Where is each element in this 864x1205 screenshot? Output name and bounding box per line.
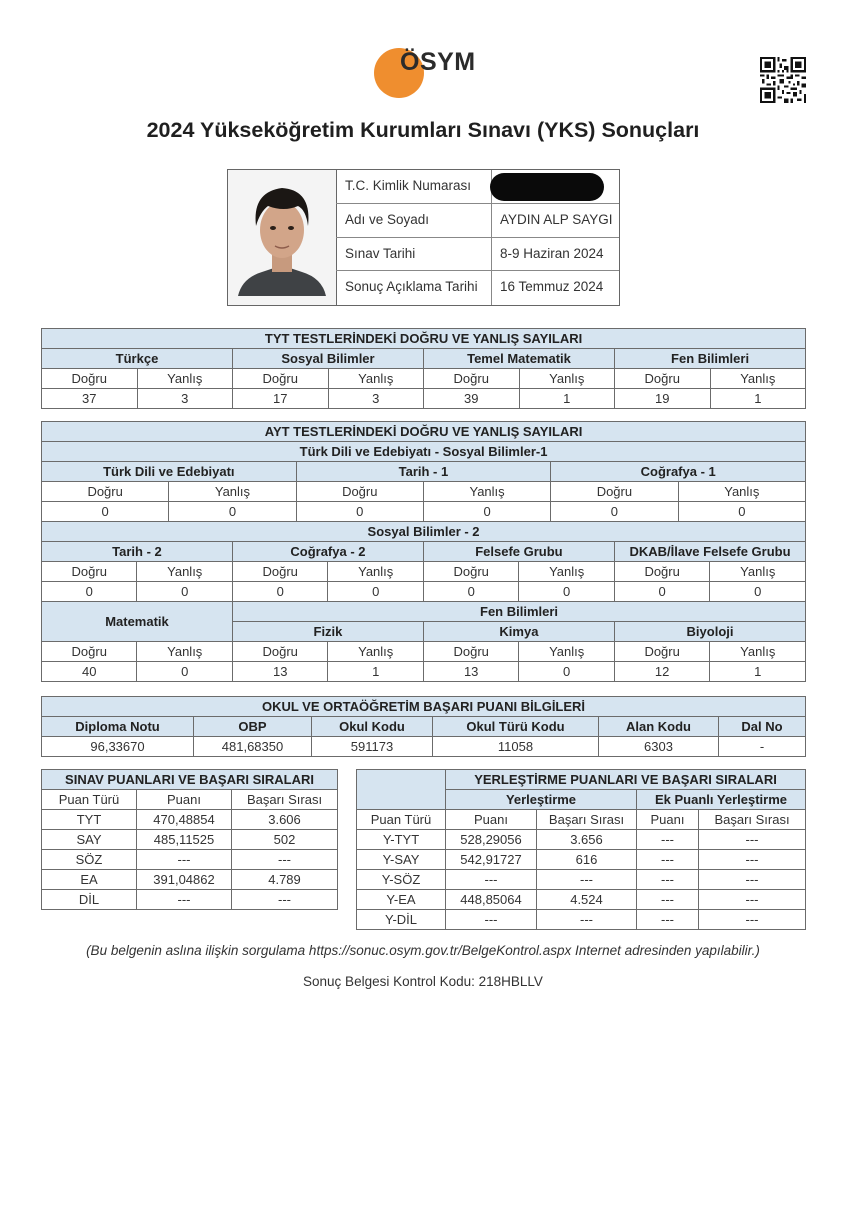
sinav-title: SINAV PUANLARI VE BAŞARI SIRALARI (42, 770, 338, 790)
ek-puan: --- (637, 830, 699, 850)
tyt-subject: Türkçe (42, 349, 233, 369)
ayt-matematik-header: Matematik (42, 602, 233, 642)
dogru-label: Doğru (424, 369, 520, 389)
ayt-value: 0 (232, 582, 327, 602)
yerlestirme-title: YERLEŞTİRME PUANLARI VE BAŞARI SIRALARI (446, 770, 806, 790)
table-row (357, 850, 806, 870)
yanlis-label: Yanlış (328, 642, 423, 662)
ayt-subject: Coğrafya - 2 (232, 542, 423, 562)
puan-turu: Y-EA (357, 890, 446, 910)
dogru-label: Doğru (551, 482, 678, 502)
ayt-subject: Coğrafya - 1 (551, 462, 806, 482)
puan: 470,48854 (137, 810, 232, 830)
obp-header: OBP (194, 717, 312, 737)
basari-sirasi: 4.524 (537, 890, 637, 910)
puan-turu: Y-DİL (357, 910, 446, 930)
obp-table (41, 696, 806, 757)
puan-turu: EA (42, 870, 137, 890)
yerlestirme-header: Puan Türü (357, 810, 446, 830)
ayt-table (41, 421, 806, 682)
ayt-value: 0 (519, 582, 614, 602)
ayt-subject: Türk Dili ve Edebiyatı (42, 462, 297, 482)
page-title: 2024 Yükseköğretim Kurumları Sınavı (YKS) Sonuçları (146, 118, 700, 142)
tyt-value: 3 (328, 389, 424, 409)
yanlis-label: Yanlış (519, 562, 614, 582)
qr-code-icon (760, 57, 806, 103)
puan: --- (137, 890, 232, 910)
ayt-value: 0 (296, 502, 423, 522)
ayt-subject: Fizik (232, 622, 423, 642)
puan: 542,91727 (446, 850, 537, 870)
yerlestirme-header: Puanı (637, 810, 699, 830)
obp-header: Dal No (719, 717, 806, 737)
tc-kimlik-label: T.C. Kimlik Numarası (336, 170, 492, 203)
yanlis-label: Yanlış (328, 369, 424, 389)
ayt-subject: Tarih - 2 (42, 542, 233, 562)
ayt-value: 0 (710, 582, 806, 602)
osym-logo (374, 46, 484, 98)
basari-sirasi: 3.606 (232, 810, 338, 830)
puan-turu: Y-TYT (357, 830, 446, 850)
dogru-label: Doğru (296, 482, 423, 502)
sinav-tarihi-value: 8-9 Haziran 2024 (500, 245, 604, 261)
basari-sirasi: --- (232, 890, 338, 910)
ayt-value: 0 (137, 662, 232, 682)
yanlis-label: Yanlış (710, 369, 806, 389)
dogru-label: Doğru (42, 642, 137, 662)
ek-puan: --- (637, 870, 699, 890)
puan-turu: Y-SÖZ (357, 870, 446, 890)
sinav-header: Başarı Sırası (232, 790, 338, 810)
ayt-section2-title: Sosyal Bilimler - 2 (42, 522, 806, 542)
tyt-value: 39 (424, 389, 520, 409)
dogru-label: Doğru (615, 369, 711, 389)
ayt-section1-title: Türk Dili ve Edebiyatı - Sosyal Bilimler-1 (42, 442, 806, 462)
table-row (42, 810, 338, 830)
candidate-info-box (227, 169, 620, 306)
puan: 485,11525 (137, 830, 232, 850)
ayt-value: 0 (42, 582, 137, 602)
obp-header: Okul Kodu (312, 717, 433, 737)
obp-value: 481,68350 (194, 737, 312, 757)
ayt-subject: Kimya (423, 622, 614, 642)
table-row (42, 850, 338, 870)
yanlis-label: Yanlış (423, 482, 550, 502)
tyt-value: 19 (615, 389, 711, 409)
ayt-title: AYT TESTLERİNDEKİ DOĞRU VE YANLIŞ SAYILARI (42, 422, 806, 442)
basari-sirasi: 502 (232, 830, 338, 850)
dogru-label: Doğru (232, 562, 327, 582)
tyt-value: 17 (233, 389, 329, 409)
basari-sirasi: --- (537, 910, 637, 930)
dogru-label: Doğru (42, 369, 138, 389)
obp-title: OKUL VE ORTAÖĞRETİM BAŞARI PUANI BİLGİLERİ (42, 697, 806, 717)
sinav-tarihi-row (336, 238, 619, 272)
yerlestirme-blank-corner (357, 770, 446, 810)
dogru-label: Doğru (42, 482, 169, 502)
ek-basari-sirasi: --- (699, 830, 806, 850)
ayt-value: 0 (42, 502, 169, 522)
sonuc-tarihi-row (336, 271, 619, 305)
obp-value: 591173 (312, 737, 433, 757)
ad-soyad-row (336, 204, 619, 238)
verification-note: (Bu belgenin aslına ilişkin sorgulama https://sonuc.osym.gov.tr/BelgeKontrol.aspx Internet adresinden yapılabilir.) (86, 943, 760, 958)
tc-kimlik-row (336, 170, 619, 204)
obp-value: 6303 (599, 737, 719, 757)
tyt-value: 3 (137, 389, 233, 409)
ayt-value: 0 (328, 582, 423, 602)
dogru-label: Doğru (423, 562, 518, 582)
sinav-header: Puanı (137, 790, 232, 810)
ayt-value: 1 (328, 662, 423, 682)
puan-turu: SÖZ (42, 850, 137, 870)
yerlestirme-header: Başarı Sırası (699, 810, 806, 830)
yanlis-label: Yanlış (519, 642, 614, 662)
puan: --- (446, 870, 537, 890)
ek-puan: --- (637, 890, 699, 910)
candidate-photo (228, 170, 337, 305)
puan: --- (446, 910, 537, 930)
puan-turu: SAY (42, 830, 137, 850)
basari-sirasi: --- (537, 870, 637, 890)
basari-sirasi: 3.656 (537, 830, 637, 850)
ayt-value: 0 (423, 582, 518, 602)
ad-soyad-label: Adı ve Soyadı (336, 204, 492, 237)
yanlis-label: Yanlış (519, 369, 615, 389)
table-row (357, 890, 806, 910)
yanlis-label: Yanlış (137, 562, 232, 582)
dogru-label: Doğru (614, 562, 709, 582)
table-row (357, 910, 806, 930)
table-row (42, 870, 338, 890)
basari-sirasi: --- (232, 850, 338, 870)
ayt-value: 0 (519, 662, 614, 682)
puan-turu: Y-SAY (357, 850, 446, 870)
yanlis-label: Yanlış (710, 642, 806, 662)
puan: --- (137, 850, 232, 870)
dogru-label: Doğru (233, 369, 329, 389)
yanlis-label: Yanlış (710, 562, 806, 582)
yerlestirme-header: Başarı Sırası (537, 810, 637, 830)
ek-basari-sirasi: --- (699, 910, 806, 930)
redacted-id-number (490, 173, 604, 201)
dogru-label: Doğru (423, 642, 518, 662)
table-row (357, 830, 806, 850)
ayt-value: 13 (423, 662, 518, 682)
yerlestirme-group: Yerleştirme (446, 790, 637, 810)
ayt-subject: Tarih - 1 (296, 462, 551, 482)
sinav-header: Puan Türü (42, 790, 137, 810)
ayt-subject: DKAB/İlave Felsefe Grubu (614, 542, 805, 562)
ek-puan: --- (637, 910, 699, 930)
tyt-value: 37 (42, 389, 138, 409)
ayt-value: 0 (551, 502, 678, 522)
ek-puan: --- (637, 850, 699, 870)
ad-soyad-value: AYDIN ALP SAYGI (500, 211, 613, 227)
tyt-subject: Temel Matematik (424, 349, 615, 369)
table-row (42, 890, 338, 910)
ayt-value: 40 (42, 662, 137, 682)
yanlis-label: Yanlış (169, 482, 296, 502)
tyt-title: TYT TESTLERİNDEKİ DOĞRU VE YANLIŞ SAYILARI (42, 329, 806, 349)
dogru-label: Doğru (232, 642, 327, 662)
ek-basari-sirasi: --- (699, 850, 806, 870)
obp-value: 96,33670 (42, 737, 194, 757)
yerlestirme-table (356, 769, 806, 930)
ayt-value: 1 (710, 662, 806, 682)
puan: 528,29056 (446, 830, 537, 850)
puan: 391,04862 (137, 870, 232, 890)
puan: 448,85064 (446, 890, 537, 910)
sinav-tarihi-label: Sınav Tarihi (336, 238, 492, 271)
ek-puanli-group: Ek Puanlı Yerleştirme (637, 790, 806, 810)
tyt-value: 1 (710, 389, 806, 409)
table-row (357, 870, 806, 890)
ayt-subject: Biyoloji (614, 622, 805, 642)
dogru-label: Doğru (42, 562, 137, 582)
ayt-value: 13 (232, 662, 327, 682)
obp-value: 11058 (433, 737, 599, 757)
yanlis-label: Yanlış (137, 642, 232, 662)
osym-logo-text: ÖSYM (400, 48, 476, 76)
obp-header: Alan Kodu (599, 717, 719, 737)
tyt-subject: Fen Bilimleri (615, 349, 806, 369)
basari-sirasi: 616 (537, 850, 637, 870)
obp-header: Okul Türü Kodu (433, 717, 599, 737)
ayt-value: 0 (423, 502, 550, 522)
sonuc-tarihi-label: Sonuç Açıklama Tarihi (336, 271, 492, 305)
yanlis-label: Yanlış (678, 482, 806, 502)
ayt-value: 0 (678, 502, 806, 522)
ek-basari-sirasi: --- (699, 870, 806, 890)
ayt-value: 0 (169, 502, 296, 522)
puan-turu: TYT (42, 810, 137, 830)
tyt-value: 1 (519, 389, 615, 409)
yerlestirme-header: Puanı (446, 810, 537, 830)
ayt-subject: Felsefe Grubu (423, 542, 614, 562)
yanlis-label: Yanlış (328, 562, 423, 582)
sinav-puanlari-table (41, 769, 338, 910)
table-row (42, 830, 338, 850)
sonuc-tarihi-value: 16 Temmuz 2024 (500, 279, 604, 295)
control-code: Sonuç Belgesi Kontrol Kodu: 218HBLLV (303, 974, 543, 989)
tyt-table (41, 328, 806, 409)
ek-basari-sirasi: --- (699, 890, 806, 910)
person-photo-icon (228, 170, 336, 305)
ayt-value: 0 (137, 582, 232, 602)
ayt-value: 0 (614, 582, 709, 602)
obp-header: Diploma Notu (42, 717, 194, 737)
puan-turu: DİL (42, 890, 137, 910)
dogru-label: Doğru (614, 642, 709, 662)
ayt-fen-header: Fen Bilimleri (232, 602, 805, 622)
tyt-subject: Sosyal Bilimler (233, 349, 424, 369)
candidate-info-rows (336, 170, 619, 305)
yanlis-label: Yanlış (137, 369, 233, 389)
basari-sirasi: 4.789 (232, 870, 338, 890)
obp-value: - (719, 737, 806, 757)
ayt-value: 12 (614, 662, 709, 682)
